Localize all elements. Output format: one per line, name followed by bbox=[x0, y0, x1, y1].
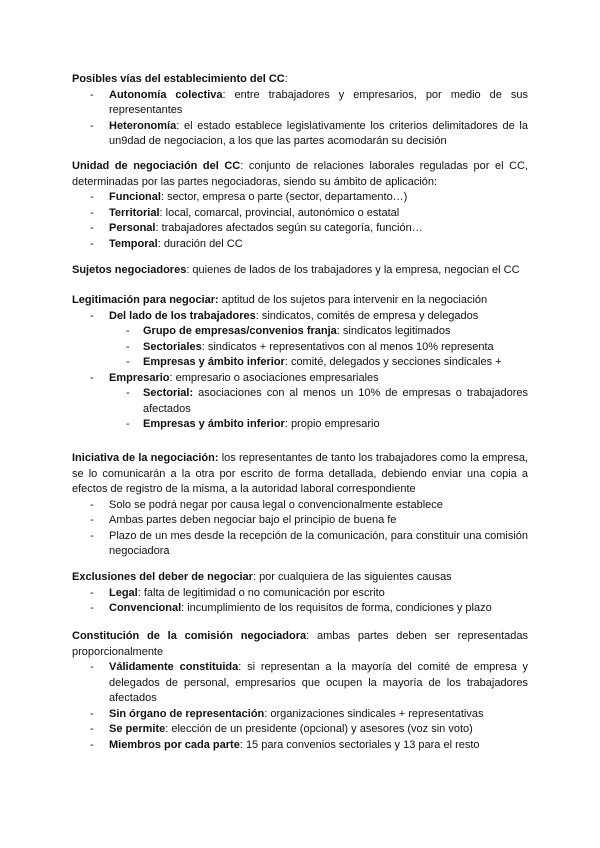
list-item: - Territorial: local, comarcal, provincial, autonómico o estatal bbox=[90, 206, 400, 219]
sub-list-item: - Grupo de empresas/convenios franja: sindicatos legitimados bbox=[126, 325, 451, 337]
list-item: - Convencional: incumplimiento de los requisitos de forma, condiciones y plazo bbox=[90, 602, 492, 614]
section-vias-establecimiento: Posibles vías del establecimiento del CC: - Autonomía colectiva: entre trabajadores y empresarios, por medio de sus representantes - Heteronomía: el estado establece legislativamente los criterios delimitadores de la un9dad de negociacion, a los que las partes acomodarán su decisión bbox=[72, 72, 528, 150]
section-title: Legitimación para negociar: bbox=[72, 294, 219, 306]
section-constitucion-comision: Constitución de la comisión negociadora: ambas partes deben ser representadas proporcionalmente - Válidamente constituida: si representan a la mayoría del comité de empresa y delegados de personal, empresarios que ocupen la mayoría de los trabajadores afectados - Sin órgano de representación: organizaciones sindicales + representativas - Se permite: elección de un presidente (opcional) y asesores (voz sin voto) - Miembros por cada parte: 15 para convenios sectoriales y 13 para el resto bbox=[72, 629, 528, 753]
section-title: Posibles vías del establecimiento del CC bbox=[72, 73, 285, 85]
section-title: Unidad de negociación del CC bbox=[72, 160, 241, 172]
sub-list-item: - Sectoriales: sindicatos + representativos con al menos 10% representa bbox=[126, 340, 494, 353]
section-exclusiones: Exclusiones del deber de negociar: por cualquiera de las siguientes causas - Legal: falta de legitimidad o no comunicación por escrito - Convencional: incumplimiento de los requisitos de forma, condiciones y plazo bbox=[72, 570, 528, 617]
sub-list-item: - Empresas y ámbito inferior: propio empresario bbox=[126, 418, 380, 430]
section-iniciativa: Iniciativa de la negociación: los representantes de tanto los trabajadores como la empresa, se lo comunicarán a la otra por escrito de forma detallada, debiendo enviar una copia a efectos de registro de la misma, a la autoridad laboral correspondiente - Solo se podrá negar por causa legal o convencionalmente establece - Ambas partes deben negociar bajo el principio de buena fe - Plazo de un mes desde la recepción de la comunicación, para constituir una comisión negociadora bbox=[72, 451, 528, 560]
section-title: Sujetos negociadores bbox=[72, 264, 187, 276]
section-unidad-negociacion: Unidad de negociación del CC: conjunto de relaciones laborales reguladas por el CC, determinadas por las partes negociadoras, siendo su ámbito de aplicación: - Funcional: sector, empresa o parte (sector, departamento…) - Territorial: local, comarcal, provincial, autonómico o estatal - Personal: trabajadores afectados según su categoría, función… - Temporal: duración del CC bbox=[72, 159, 528, 252]
list-item: - Del lado de los trabajadores: sindicatos, comités de empresa y delegados bbox=[90, 309, 479, 322]
list-item: - Funcional: sector, empresa o parte (sector, departamento…) bbox=[90, 191, 408, 203]
section-title: Exclusiones del deber de negociar bbox=[72, 571, 253, 583]
list-item: - Personal: trabajadores afectados según su categoría, función… bbox=[90, 222, 423, 234]
list-item: - Plazo de un mes desde la recepción de la comunicación, para constituir una comisión negociadora bbox=[90, 529, 528, 557]
section-sujetos-negociadores: Sujetos negociadores: quienes de lados de los trabajadores y la empresa, negocian el CC bbox=[72, 264, 520, 276]
list-item: - Se permite: elección de un presidente (opcional) y asesores (voz sin voto) bbox=[90, 723, 473, 735]
list-item: - Legal: falta de legitimidad o no comunicación por escrito bbox=[90, 586, 385, 599]
sub-list-item: - Empresas y ámbito inferior: comité, delegados y secciones sindicales + bbox=[126, 356, 502, 368]
list-item: - Heteronomía: el estado establece legislativamente los criterios delimitadores de la un9dad de negociacion, a los que las partes acomodarán su decisión bbox=[90, 119, 528, 147]
list-item: - Temporal: duración del CC bbox=[90, 237, 243, 250]
list-item: - Miembros por cada parte: 15 para convenios sectoriales y 13 para el resto bbox=[90, 738, 480, 751]
list-item: - Empresario: empresario o asociaciones empresariales bbox=[90, 371, 379, 384]
sub-list-item: - Sectorial: asociaciones con al menos un 10% de empresas o trabajadores afectados bbox=[126, 387, 528, 415]
list-item: - Autonomía colectiva: entre trabajadores y empresarios, por medio de sus representantes bbox=[90, 88, 528, 116]
section-title: Constitución de la comisión negociadora bbox=[72, 630, 307, 642]
list-item: - Solo se podrá negar por causa legal o convencionalmente establece bbox=[90, 498, 443, 511]
list-item: - Ambas partes deben negociar bajo el principio de buena fe bbox=[90, 514, 397, 526]
section-legitimacion: Legitimación para negociar: aptitud de los sujetos para intervenir en la negociación - Del lado de los trabajadores: sindicatos, comités de empresa y delegados - Grupo de empresas/convenios franja: sindicatos legitimados - Sectoriales: sindicatos + representativos con al menos 10% representa - Empresas y ámbito inferior: comité, delegados y secciones sindicales + - Empresario: empresario o asociaciones empresariales - Sectorial: asociaciones con al menos un 10% de empresas o trabajadores afectados - Empresas y ámbito inferior: propio empresario bbox=[72, 293, 528, 433]
list-item: - Sin órgano de representación: organizaciones sindicales + representativas bbox=[90, 707, 484, 720]
section-title: Iniciativa de la negociación: bbox=[72, 452, 219, 464]
list-item: - Válidamente constituida: si representan a la mayoría del comité de empresa y delegados de personal, empresarios que ocupen la mayoría de los trabajadores afectados bbox=[90, 661, 529, 704]
